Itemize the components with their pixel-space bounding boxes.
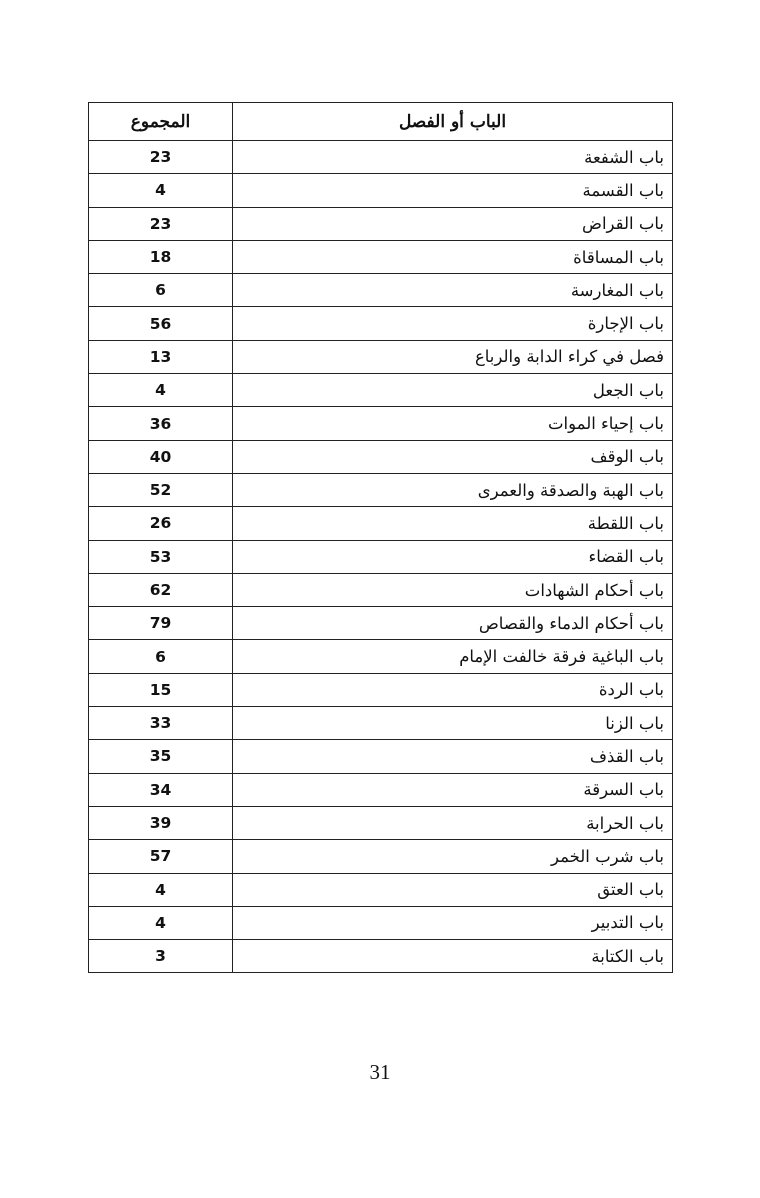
table-row: [89, 274, 673, 307]
table-row: [89, 573, 673, 606]
chapter-name: باب الزنا: [233, 707, 673, 740]
table-row: [89, 307, 673, 340]
table-row: [89, 440, 673, 473]
table-row: [89, 207, 673, 240]
chapter-name: باب الشفعة: [233, 141, 673, 174]
table-row: [89, 673, 673, 706]
chapter-total: 4: [89, 374, 233, 407]
table-row: [89, 174, 673, 207]
chapter-name: باب الباغية فرقة خالفت الإمام: [233, 640, 673, 673]
chapter-name: باب المساقاة: [233, 240, 673, 273]
chapter-total: 40: [89, 440, 233, 473]
chapter-name: باب إحياء الموات: [233, 407, 673, 440]
chapter-name: باب الكتابة: [233, 940, 673, 973]
chapter-name: باب الجعل: [233, 374, 673, 407]
chapter-total: 39: [89, 806, 233, 839]
chapter-total: 4: [89, 174, 233, 207]
table-row: [89, 640, 673, 673]
chapter-total: 6: [89, 640, 233, 673]
table-row: [89, 374, 673, 407]
chapter-total: 23: [89, 141, 233, 174]
chapter-total: 18: [89, 240, 233, 273]
table-header-row: [89, 103, 673, 141]
chapter-total: 6: [89, 274, 233, 307]
chapter-total: 79: [89, 607, 233, 640]
header-chapter: الباب أو الفصل: [233, 103, 673, 141]
chapter-name: باب أحكام الدماء والقصاص: [233, 607, 673, 640]
table-body: [89, 141, 673, 973]
chapter-total: 23: [89, 207, 233, 240]
chapter-name: باب الوقف: [233, 440, 673, 473]
chapter-total: 26: [89, 507, 233, 540]
chapter-total: 4: [89, 873, 233, 906]
chapter-name: باب القضاء: [233, 540, 673, 573]
chapter-totals-table: [88, 102, 673, 973]
header-total: المجموع: [89, 103, 233, 141]
chapter-name: باب شرب الخمر: [233, 840, 673, 873]
chapter-name: باب السرقة: [233, 773, 673, 806]
chapter-name: باب اللقطة: [233, 507, 673, 540]
chapter-name: باب القذف: [233, 740, 673, 773]
page-number: 31: [369, 1060, 391, 1084]
chapter-name: باب المغارسة: [233, 274, 673, 307]
chapter-name: باب القسمة: [233, 174, 673, 207]
chapter-name: فصل في كراء الدابة والرباع: [233, 340, 673, 373]
chapter-totals-table-container: [88, 102, 672, 973]
chapter-name: باب الهبة والصدقة والعمرى: [233, 473, 673, 506]
table-row: [89, 507, 673, 540]
table-row: [89, 340, 673, 373]
chapter-total: 3: [89, 940, 233, 973]
table-row: [89, 740, 673, 773]
table-row: [89, 141, 673, 174]
chapter-total: 15: [89, 673, 233, 706]
table-row: [89, 773, 673, 806]
table-row: [89, 840, 673, 873]
chapter-total: 34: [89, 773, 233, 806]
chapter-name: باب العتق: [233, 873, 673, 906]
table-row: [89, 540, 673, 573]
chapter-total: 56: [89, 307, 233, 340]
chapter-total: 33: [89, 707, 233, 740]
table-row: [89, 607, 673, 640]
table-row: [89, 473, 673, 506]
chapter-name: باب القراض: [233, 207, 673, 240]
chapter-name: باب الإجارة: [233, 307, 673, 340]
table-row: [89, 407, 673, 440]
table-row: [89, 240, 673, 273]
table-row: [89, 940, 673, 973]
chapter-total: 36: [89, 407, 233, 440]
chapter-total: 62: [89, 573, 233, 606]
table-row: [89, 806, 673, 839]
chapter-name: باب أحكام الشهادات: [233, 573, 673, 606]
table-row: [89, 707, 673, 740]
chapter-total: 13: [89, 340, 233, 373]
table-row: [89, 873, 673, 906]
chapter-total: 35: [89, 740, 233, 773]
chapter-name: باب الحرابة: [233, 806, 673, 839]
chapter-total: 4: [89, 906, 233, 939]
chapter-name: باب الردة: [233, 673, 673, 706]
chapter-total: 57: [89, 840, 233, 873]
chapter-total: 52: [89, 473, 233, 506]
table-row: [89, 906, 673, 939]
chapter-name: باب التدبير: [233, 906, 673, 939]
chapter-total: 53: [89, 540, 233, 573]
